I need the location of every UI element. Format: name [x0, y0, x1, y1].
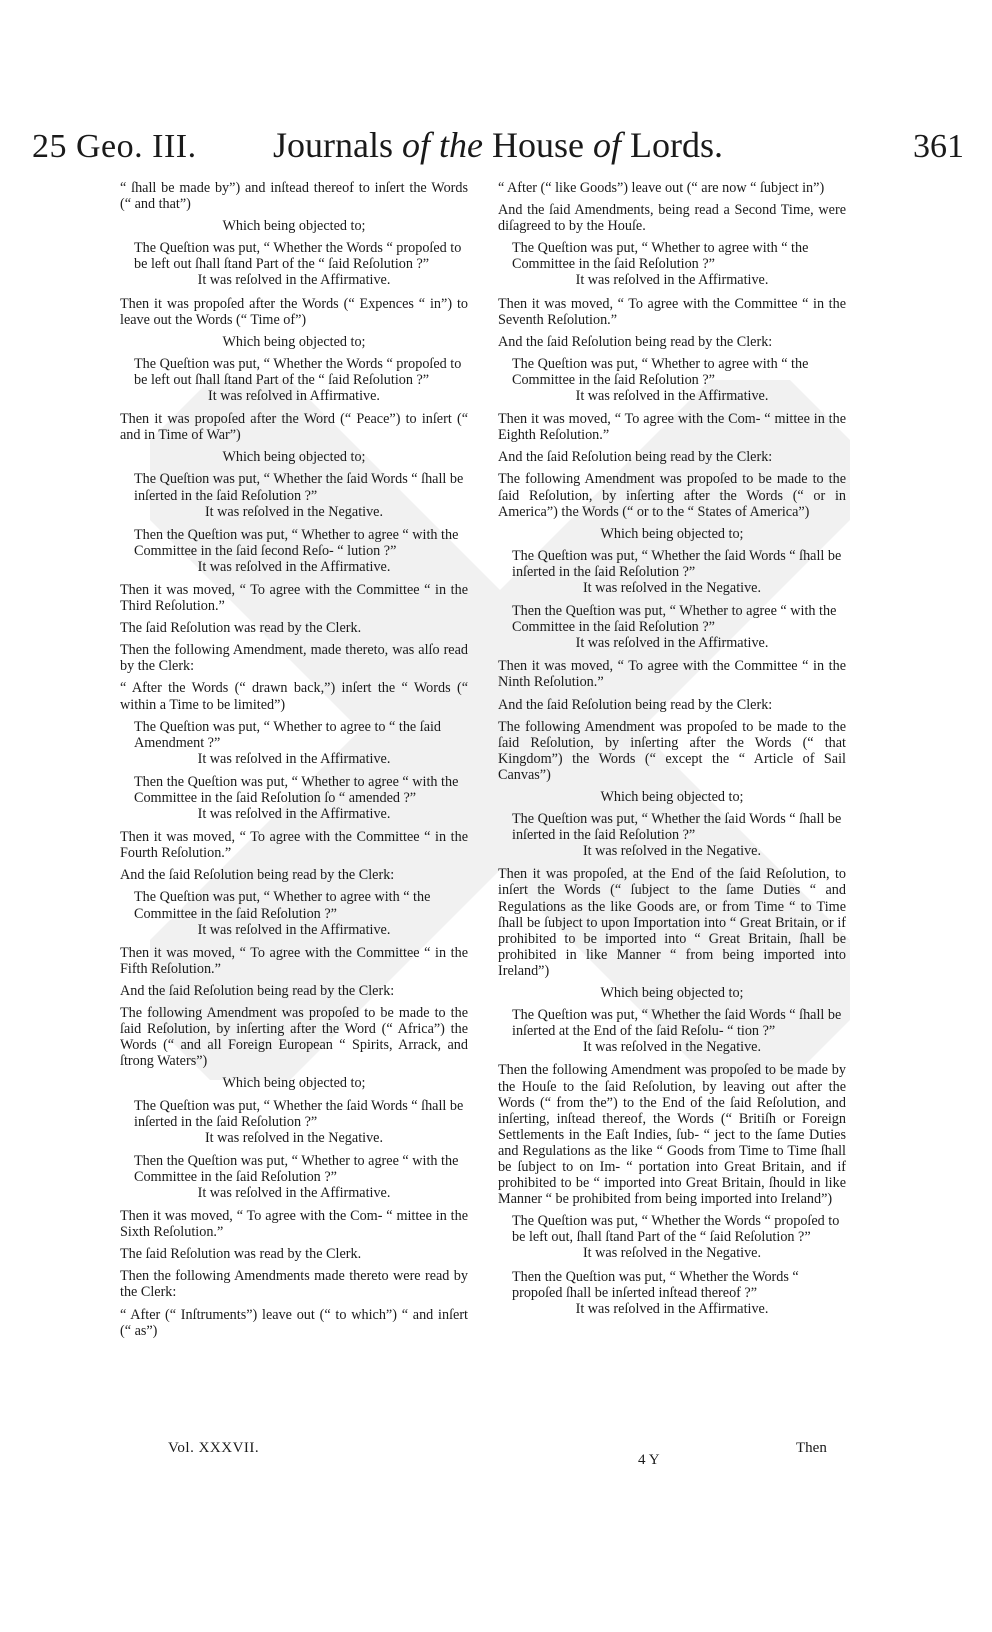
question-text: The Queſtion was put, “ Whether the ſaid Words “ ſhall be inſerted in the ſaid Reſolution ?”	[512, 547, 842, 580]
paragraph: “ ſhall be made by”) and inſtead thereof to inſert the Words (“ and that”)	[120, 180, 468, 213]
paragraph: “ After (“ Inſtruments”) leave out (“ to which”) “ and inſert (“ as”)	[120, 1306, 468, 1339]
resolution-result: It was reſolved in the Affirmative.	[575, 1300, 769, 1317]
title-part-journals: Journals	[272, 125, 402, 165]
question-text: The Queſtion was put, “ Whether the ſaid Words “ ſhall be inſerted in the ſaid Reſolution ?”	[134, 471, 464, 504]
title-part-of: of	[401, 125, 430, 165]
question-text: The Queſtion was put, “ Whether the ſaid Words “ ſhall be inſerted in the ſaid Reſolution ?”	[512, 811, 842, 844]
resolution-result: It was reſolved in the Negative.	[582, 579, 762, 596]
journal-title	[32, 124, 964, 166]
question-text: Then the Queſtion was put, “ Whether to agree “ with the Committee in the ſaid Reſolution ?”	[512, 603, 837, 636]
paragraph: Then it was moved, “ To agree with the Committee “ in the Fourth Reſolution.”	[120, 829, 468, 862]
question-text: Then the Queſtion was put, “ Whether to agree “ with the Committee in the ſaid Reſolution ?”	[134, 1152, 459, 1185]
question-text: Then the Queſtion was put, “ Whether to agree “ with the Committee in the ſaid Reſolution ſo “ amended ?”	[134, 773, 459, 806]
resolution-result: It was reſolved in the Affirmative.	[575, 388, 769, 405]
paragraph: And the ſaid Reſolution being read by the Clerk:	[120, 867, 395, 884]
resolution-result: It was reſolved in Affirmative.	[208, 388, 380, 405]
resolution-result: It was reſolved in the Affirmative.	[197, 1184, 391, 1201]
paragraph: “ After (“ like Goods”) leave out (“ are now “ ſubject in”)	[498, 180, 825, 196]
volume-label: Vol. XXXVII.	[168, 1440, 260, 1456]
question-text: The Queſtion was put, “ Whether to agree with “ the Committee in the ſaid Reſolution ?”	[512, 355, 809, 388]
paragraph: Then it was propoſed, at the End of the ſaid Reſolution, to inſert the Words (“ ſubject to the ſame Duties “ and Regulations as the like Goods are, or from Time “ to Time ſhall be ſubject to upon Importation into “ Great Britain, or if prohibited to be imported into “ Great Britain, ſhall be prohibited in like Manner “ from being imported into Ireland”)	[498, 866, 846, 979]
title-part-lords: Lords.	[630, 125, 723, 165]
title-part-the: the	[430, 125, 492, 165]
paragraph: Then it was moved, “ To agree with the Committee “ in the Fifth Reſolution.”	[120, 944, 468, 977]
resolution-result: It was reſolved in the Negative.	[582, 1039, 762, 1056]
paragraph: The following Amendment was propoſed to be made to the ſaid Reſolution, by inſerting after the Words (“ that Kingdom”) the Words (“ except the “ Article of Sail Canvas”)	[498, 718, 846, 783]
objection-line: Which being objected to;	[222, 1075, 366, 1092]
resolution-result: It was reſolved in the Affirmative.	[197, 558, 391, 575]
paragraph: Then it was moved, “ To agree with the Committee “ in the Ninth Reſolution.”	[498, 658, 846, 691]
paragraph: Then the following Amendments made thereto were read by the Clerk:	[120, 1268, 468, 1301]
resolution-result: It was reſolved in the Affirmative.	[197, 921, 391, 938]
question-text: The Queſtion was put, “ Whether the Words “ propoſed to be left out ſhall ſtand Part of the “ ſaid Reſolution ?”	[134, 355, 462, 388]
title-part-house: House	[491, 125, 584, 165]
paragraph: Then it was moved, “ To agree with the Com- “ mittee in the Eighth Reſolution.”	[498, 411, 846, 444]
paragraph: The following Amendment was propoſed to be made to the ſaid Reſolution, by inſerting after the Words (“ or in America”) the Words (“ or to the “ States of America”)	[498, 471, 846, 520]
question-text: The Queſtion was put, “ Whether the ſaid Words “ ſhall be inſerted in the ſaid Reſolution ?”	[134, 1097, 464, 1130]
resolution-result: It was reſolved in the Affirmative.	[197, 750, 391, 767]
page-header	[32, 118, 964, 178]
catchword: Then	[796, 1440, 827, 1456]
question-text: Then the Queſtion was put, “ Whether to agree “ with the Committee in the ſaid ſecond Reſo- “ lution ?”	[134, 526, 459, 559]
signature-mark: 4 Y	[638, 1452, 660, 1468]
resolution-result: It was reſolved in the Negative.	[582, 1245, 762, 1262]
paragraph: Then it was propoſed after the Word (“ Peace”) to inſert (“ and in Time of War”)	[120, 411, 468, 444]
objection-line: Which being objected to;	[600, 789, 744, 805]
resolution-result: It was reſolved in the Affirmative.	[197, 806, 391, 823]
objection-line: Which being objected to;	[600, 525, 744, 542]
objection-line: Which being objected to;	[222, 218, 366, 235]
resolution-result: It was reſolved in the Negative.	[204, 1129, 384, 1146]
resolution-result: It was reſolved in the Negative.	[582, 843, 762, 860]
title-part-of-2: of	[583, 125, 630, 165]
objection-line: Which being objected to;	[222, 449, 366, 466]
question-text: The Queſtion was put, “ Whether the ſaid Words “ ſhall be inſerted at the End of the ſaid Reſolu- “ tion ?”	[512, 1007, 842, 1040]
question-text: Then the Queſtion was put, “ Whether the Words “ propoſed ſhall be inſerted inſtead thereof ?”	[512, 1268, 799, 1301]
paragraph: The ſaid Reſolution was read by the Clerk.	[120, 620, 362, 637]
paragraph: Then the following Amendment, made thereto, was alſo read by the Clerk:	[120, 642, 468, 675]
resolution-result: It was reſolved in the Affirmative.	[575, 635, 769, 652]
paragraph: And the ſaid Reſolution being read by the Clerk:	[498, 696, 773, 713]
paragraph: The following Amendment was propoſed to be made to the ſaid Reſolution, by inſerting after the Word (“ Africa”) the Words (“ and all Foreign European “ Spirits, Arrack, and ſtrong Waters”)	[120, 1005, 468, 1070]
paragraph: Then it was moved, “ To agree with the Com- “ mittee in the Sixth Reſolution.”	[120, 1208, 468, 1241]
objection-line: Which being objected to;	[222, 333, 366, 350]
paragraph: And the ſaid Reſolution being read by the Clerk:	[498, 333, 773, 350]
paragraph: And the ſaid Reſolution being read by the Clerk:	[498, 449, 773, 466]
resolution-result: It was reſolved in the Negative.	[204, 503, 384, 520]
question-text: The Queſtion was put, “ Whether to agree with “ the Committee in the ſaid Reſolution ?”	[512, 240, 809, 273]
paragraph: Then it was propoſed after the Words (“ Expences “ in”) to leave out the Words (“ Time of”)	[120, 295, 468, 328]
left-column	[120, 180, 468, 1345]
paragraph: And the ſaid Amendments, being read a Second Time, were diſagreed to by the Houſe.	[498, 202, 846, 235]
paragraph: Then it was moved, “ To agree with the Committee “ in the Seventh Reſolution.”	[498, 295, 846, 328]
resolution-result: It was reſolved in the Affirmative.	[197, 272, 391, 289]
page-number: 361	[913, 128, 964, 165]
paragraph: “ After the Words (“ drawn back,”) inſert the “ Words (“ within a Time to be limited”)	[120, 680, 468, 713]
regnal-year: 25 Geo. III.	[32, 128, 197, 165]
right-column	[498, 180, 846, 1324]
question-text: The Queſtion was put, “ Whether to agree to “ the ſaid Amendment ?”	[134, 718, 442, 751]
objection-line: Which being objected to;	[600, 985, 744, 1002]
paragraph: And the ſaid Reſolution being read by the Clerk:	[120, 982, 395, 999]
question-text: The Queſtion was put, “ Whether to agree with “ the Committee in the ſaid Reſolution ?”	[134, 889, 431, 922]
paragraph: The ſaid Reſolution was read by the Clerk.	[120, 1246, 362, 1263]
question-text: The Queſtion was put, “ Whether the Words “ propoſed to be left out, ſhall ſtand Part of the “ ſaid Reſolution ?”	[512, 1213, 840, 1246]
resolution-result: It was reſolved in the Affirmative.	[575, 272, 769, 289]
paragraph: Then the following Amendment was propoſed to be made by the Houſe to the ſaid Reſolution, by leaving out after the Words (“ from the”) to the End of the ſaid Reſolution, and inſerting, inſtead thereof, the Words (“ Britiſh or Foreign Settlements in the Eaſt Indies, ſub- “ ject to the ſame Duties and Regulations as the like “ Goods from Time to Time ſhall be ſubject to on Im- “ portation into Great Britain, and if prohibited to be “ imported into Great Britain, ſhould in like Manner “ be prohibited from being imported into Ireland”)	[498, 1062, 846, 1208]
paragraph: Then it was moved, “ To agree with the Committee “ in the Third Reſolution.”	[120, 581, 468, 615]
question-text: The Queſtion was put, “ Whether the Words “ propoſed to be left out ſhall ſtand Part of the “ ſaid Reſolution ?”	[134, 240, 462, 273]
